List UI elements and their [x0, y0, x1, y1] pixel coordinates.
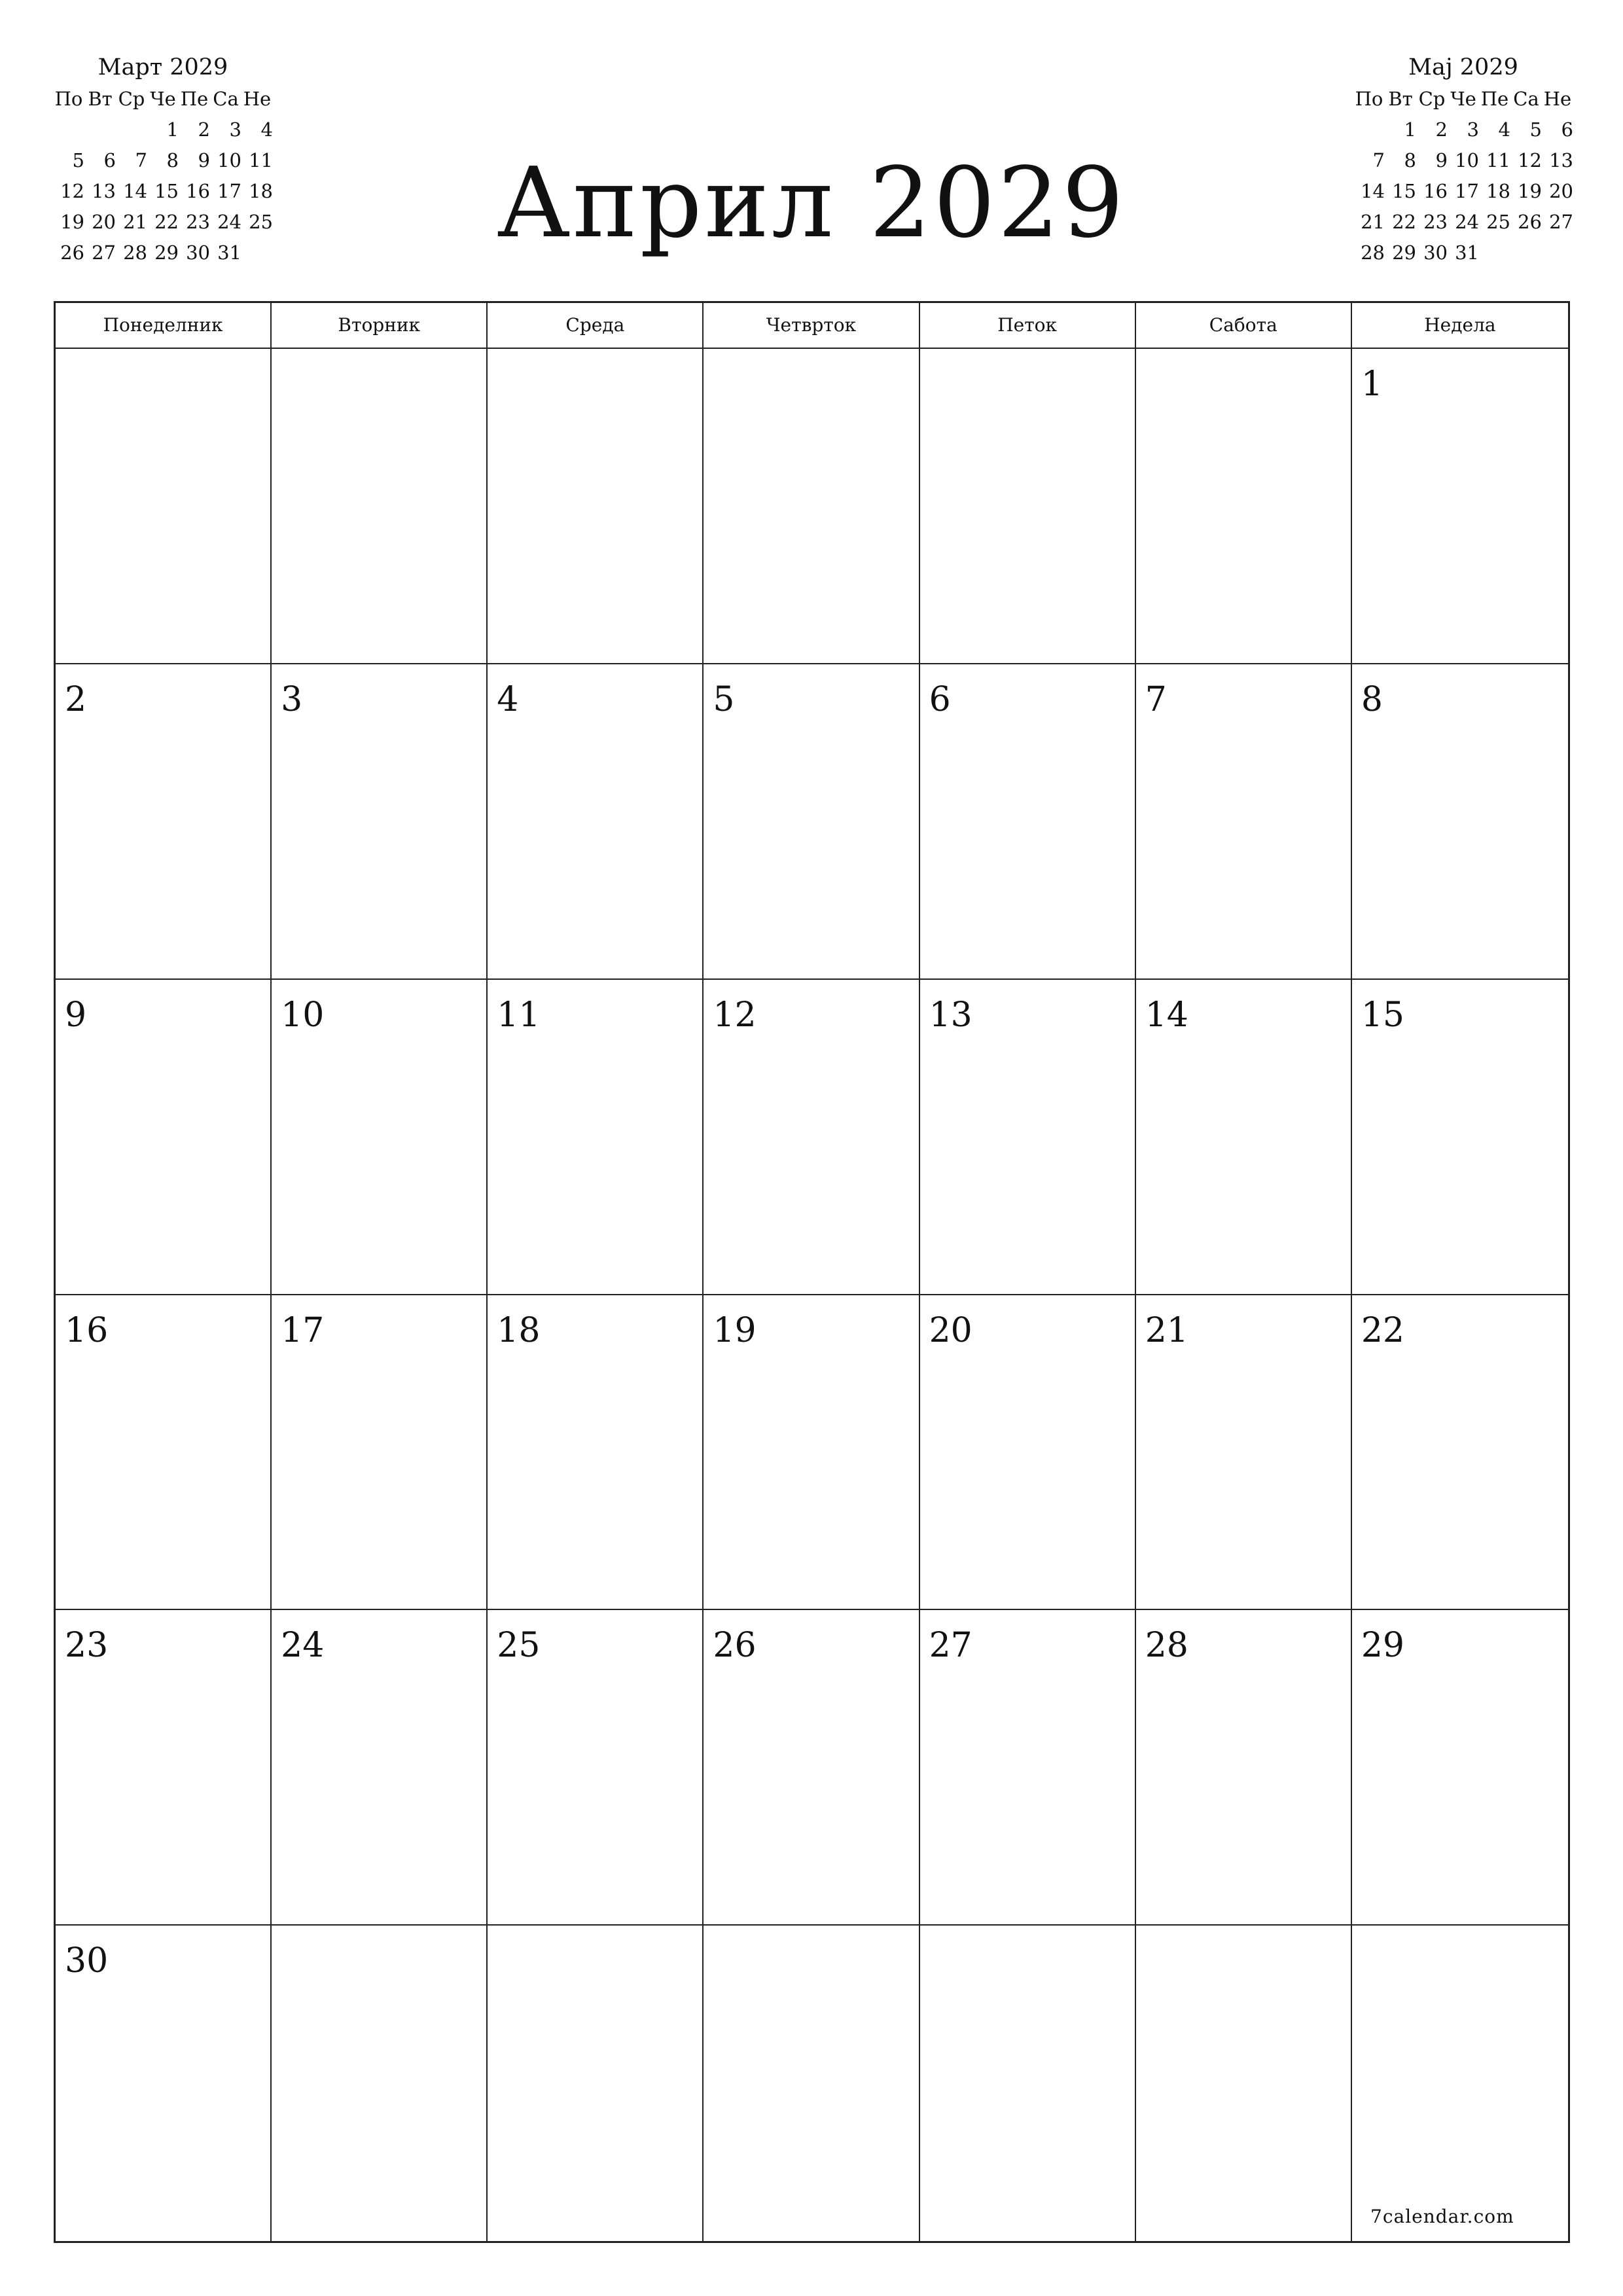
- day-cell[interactable]: [1136, 1926, 1352, 2241]
- weekday-header: Четврток: [704, 303, 919, 349]
- mini-calendar-grid: [1353, 84, 1573, 268]
- day-cell[interactable]: [704, 1926, 919, 2241]
- day-number: 2: [65, 679, 87, 719]
- mini-day-number: 21: [123, 211, 147, 233]
- day-cell[interactable]: [488, 1926, 704, 2241]
- mini-day-number: 30: [186, 242, 210, 264]
- mini-day-number: 28: [1361, 242, 1385, 264]
- mini-day-number: 13: [92, 180, 116, 202]
- day-cell[interactable]: [56, 1926, 272, 2241]
- mini-day-number: 6: [1561, 118, 1573, 141]
- day-cell[interactable]: [704, 349, 919, 664]
- mini-day-number: [1542, 238, 1573, 268]
- day-number: 9: [65, 995, 87, 1035]
- mini-day-number: 24: [1455, 211, 1479, 233]
- day-number: 11: [497, 995, 541, 1035]
- day-cell[interactable]: [920, 980, 1136, 1295]
- day-number: 10: [281, 995, 325, 1035]
- day-cell[interactable]: [488, 980, 704, 1295]
- day-cell[interactable]: [920, 1926, 1136, 2241]
- mini-day-number: 21: [1361, 211, 1385, 233]
- mini-weekday-label: Вт: [88, 88, 113, 110]
- day-number: 16: [65, 1310, 109, 1350]
- day-number: 15: [1361, 995, 1405, 1035]
- mini-weekday-label: Ср: [1418, 88, 1446, 110]
- day-cell[interactable]: [1136, 349, 1352, 664]
- day-cell[interactable]: [704, 1610, 919, 1926]
- day-number: 12: [713, 995, 757, 1035]
- day-cell[interactable]: [488, 1610, 704, 1926]
- mini-day-number: 2: [198, 118, 210, 141]
- day-number: 17: [281, 1310, 325, 1350]
- day-cell[interactable]: [56, 1295, 272, 1611]
- mini-day-number: [1353, 115, 1385, 145]
- mini-day-number: 8: [1404, 149, 1416, 171]
- mini-day-number: 20: [92, 211, 116, 233]
- mini-weekday-label: Пе: [1480, 88, 1509, 110]
- day-cell[interactable]: [1352, 664, 1568, 980]
- day-number: 13: [929, 995, 972, 1035]
- mini-day-number: 9: [198, 149, 210, 171]
- mini-day-number: 29: [1392, 242, 1416, 264]
- day-number: 3: [281, 679, 303, 719]
- weekday-header: Понеделник: [56, 303, 272, 349]
- day-cell[interactable]: [56, 349, 272, 664]
- mini-day-number: [1479, 238, 1510, 268]
- mini-day-number: 27: [1549, 211, 1573, 233]
- day-number: 7: [1145, 679, 1167, 719]
- day-number: 18: [497, 1310, 541, 1350]
- day-cell[interactable]: [272, 1926, 488, 2241]
- mini-day-number: 29: [154, 242, 179, 264]
- day-cell[interactable]: [1136, 1610, 1352, 1926]
- weekday-header: Петок: [920, 303, 1136, 349]
- mini-day-number: 15: [1392, 180, 1416, 202]
- mini-day-number: 7: [135, 149, 147, 171]
- page-title: Април 2029: [497, 147, 1126, 259]
- day-cell[interactable]: [272, 980, 488, 1295]
- day-cell[interactable]: [272, 664, 488, 980]
- day-cell[interactable]: [1352, 349, 1568, 664]
- mini-day-number: 4: [260, 118, 273, 141]
- day-cell[interactable]: [1352, 1926, 1568, 2241]
- mini-day-number: 9: [1435, 149, 1448, 171]
- day-cell[interactable]: [1352, 980, 1568, 1295]
- mini-day-number: 25: [1486, 211, 1510, 233]
- mini-day-number: 24: [217, 211, 241, 233]
- mini-calendar-title: Март 2029: [98, 54, 228, 81]
- day-cell[interactable]: [1352, 1610, 1568, 1926]
- mini-day-number: 26: [60, 242, 84, 264]
- mini-day-number: 11: [249, 149, 273, 171]
- day-cell[interactable]: [272, 1295, 488, 1611]
- mini-day-number: 2: [1435, 118, 1448, 141]
- mini-day-number: 19: [60, 211, 84, 233]
- day-cell[interactable]: [1352, 1295, 1568, 1611]
- mini-day-number: 15: [154, 180, 179, 202]
- day-number: 20: [929, 1310, 972, 1350]
- mini-day-number: 26: [1518, 211, 1542, 233]
- mini-day-number: 23: [1423, 211, 1448, 233]
- day-cell[interactable]: [704, 980, 919, 1295]
- mini-day-number: 16: [186, 180, 210, 202]
- mini-day-number: 4: [1498, 118, 1510, 141]
- mini-day-number: 5: [72, 149, 84, 171]
- mini-day-number: 16: [1423, 180, 1448, 202]
- day-number: 23: [65, 1626, 109, 1666]
- weekday-header: Недела: [1352, 303, 1568, 349]
- mini-day-number: 12: [1518, 149, 1542, 171]
- mini-weekday-label: По: [54, 88, 83, 110]
- day-cell[interactable]: [488, 664, 704, 980]
- day-number: 5: [713, 679, 735, 719]
- weekday-header: Вторник: [272, 303, 488, 349]
- day-cell[interactable]: [920, 664, 1136, 980]
- mini-day-number: 23: [186, 211, 210, 233]
- mini-day-number: [84, 115, 116, 145]
- mini-weekday-label: Че: [1450, 88, 1476, 110]
- mini-day-number: 30: [1423, 242, 1448, 264]
- day-cell[interactable]: [272, 1610, 488, 1926]
- weekday-header: Сабота: [1136, 303, 1352, 349]
- mini-day-number: [53, 115, 84, 145]
- mini-weekday-label: Ср: [118, 88, 145, 110]
- mini-day-number: 18: [249, 180, 273, 202]
- day-cell[interactable]: [56, 664, 272, 980]
- day-number: 4: [497, 679, 519, 719]
- mini-day-number: 17: [217, 180, 241, 202]
- mini-weekday-label: Че: [150, 88, 176, 110]
- mini-day-number: 6: [103, 149, 116, 171]
- mini-weekday-label: Вт: [1388, 88, 1413, 110]
- day-number: 1: [1361, 365, 1383, 404]
- mini-calendar-title: Мај 2029: [1408, 54, 1518, 81]
- mini-day-number: 22: [1392, 211, 1416, 233]
- mini-day-number: 20: [1549, 180, 1573, 202]
- day-cell[interactable]: [704, 664, 919, 980]
- day-number: 6: [929, 679, 951, 719]
- mini-day-number: 1: [1404, 118, 1416, 141]
- day-cell[interactable]: [1136, 980, 1352, 1295]
- mini-day-number: 31: [1455, 242, 1479, 264]
- day-cell[interactable]: [1136, 664, 1352, 980]
- mini-day-number: [1510, 238, 1542, 268]
- day-number: 19: [713, 1310, 757, 1350]
- day-cell[interactable]: [56, 980, 272, 1295]
- mini-day-number: 10: [217, 149, 241, 171]
- mini-weekday-label: Пе: [180, 88, 209, 110]
- month-grid: [54, 301, 1570, 2243]
- mini-day-number: 17: [1455, 180, 1479, 202]
- day-number: 14: [1145, 995, 1188, 1035]
- mini-day-number: 3: [229, 118, 241, 141]
- brand-footer: 7calendar.com: [1370, 2206, 1514, 2227]
- mini-day-number: 8: [166, 149, 179, 171]
- day-number: 27: [929, 1626, 972, 1666]
- day-number: 21: [1145, 1310, 1188, 1350]
- mini-day-number: 19: [1518, 180, 1542, 202]
- mini-weekday-label: Са: [213, 88, 239, 110]
- mini-day-number: 1: [166, 118, 179, 141]
- mini-weekday-label: Не: [1543, 88, 1572, 110]
- mini-day-number: 7: [1372, 149, 1385, 171]
- day-cell[interactable]: [272, 349, 488, 664]
- mini-day-number: 18: [1486, 180, 1510, 202]
- mini-weekday-label: Не: [243, 88, 272, 110]
- mini-day-number: 28: [123, 242, 147, 264]
- mini-day-number: 25: [249, 211, 273, 233]
- mini-day-number: 3: [1467, 118, 1479, 141]
- day-cell[interactable]: [920, 349, 1136, 664]
- day-cell[interactable]: [704, 1295, 919, 1611]
- day-cell[interactable]: [56, 1610, 272, 1926]
- mini-weekday-label: По: [1355, 88, 1383, 110]
- mini-day-number: 22: [154, 211, 179, 233]
- mini-day-number: 10: [1455, 149, 1479, 171]
- day-cell[interactable]: [920, 1295, 1136, 1611]
- mini-weekday-label: Са: [1513, 88, 1539, 110]
- day-number: 25: [497, 1626, 541, 1666]
- mini-day-number: 27: [92, 242, 116, 264]
- day-cell[interactable]: [1136, 1295, 1352, 1611]
- day-cell[interactable]: [488, 349, 704, 664]
- mini-day-number: 5: [1529, 118, 1542, 141]
- day-number: 28: [1145, 1626, 1188, 1666]
- mini-day-number: 14: [123, 180, 147, 202]
- mini-day-number: 11: [1486, 149, 1510, 171]
- mini-day-number: 14: [1361, 180, 1385, 202]
- day-number: 29: [1361, 1626, 1405, 1666]
- mini-calendar-next-month: [1353, 51, 1573, 268]
- weekday-header: Среда: [488, 303, 704, 349]
- mini-day-number: 12: [60, 180, 84, 202]
- day-cell[interactable]: [920, 1610, 1136, 1926]
- day-number: 22: [1361, 1310, 1405, 1350]
- day-number: 26: [713, 1626, 757, 1666]
- mini-day-number: [116, 115, 147, 145]
- day-number: 24: [281, 1626, 325, 1666]
- day-number: 8: [1361, 679, 1383, 719]
- mini-day-number: 31: [217, 242, 241, 264]
- mini-day-number: 13: [1549, 149, 1573, 171]
- day-cell[interactable]: [488, 1295, 704, 1611]
- day-number: 30: [65, 1941, 109, 1981]
